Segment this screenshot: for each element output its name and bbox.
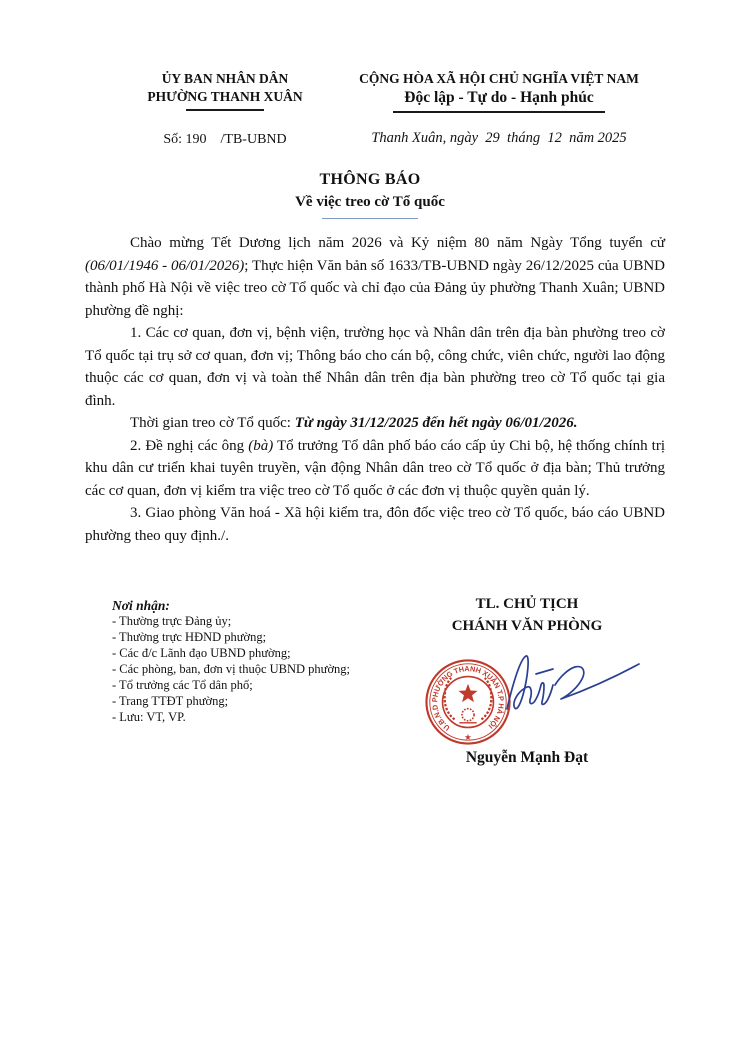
recipient-item: - Lưu: VT, VP. xyxy=(112,709,186,724)
recipient-item: - Các đ/c Lãnh đạo UBND phường; xyxy=(112,646,291,661)
paragraph-flag-period xyxy=(85,412,665,435)
flag-period-label: Thời gian treo cờ Tổ quốc: xyxy=(130,415,295,432)
paragraph-item-2 xyxy=(85,435,665,503)
signer-name: Nguyễn Mạnh Đạt xyxy=(465,749,589,767)
title-underline xyxy=(322,218,418,219)
signer-position: CHÁNH VĂN PHÒNG xyxy=(451,618,603,635)
recipients-block xyxy=(112,597,350,725)
seal-star-glyph: ★ xyxy=(464,732,472,743)
recipient-item: - Trang TTĐT phường; xyxy=(112,693,229,708)
national-motto: Độc lập - Tự do - Hạnh phúc xyxy=(404,89,594,106)
flag-period-dates: Từ ngày 31/12/2025 đến hết ngày 06/01/2026. xyxy=(294,415,578,432)
org-name-bottom: PHƯỜNG THANH XUÂN xyxy=(147,89,303,104)
seal-and-signature-area xyxy=(377,635,677,767)
paragraph-item-3: 3. Giao phòng Văn hoá - Xã hội kiểm tra, đôn đốc việc treo cờ Tổ quốc, báo cáo UBND phường theo quy định./. xyxy=(85,505,665,544)
recipient-item: - Thường trực HĐND phường; xyxy=(112,630,267,645)
recipient-item: - Thường trực Đảng ủy; xyxy=(112,614,232,629)
intro-text-2: ; Thực hiện Văn bản số 1633/TB-UBND ngày 26/12/2025 của UBND thành phố Hà Nội về việc treo cờ Tổ quốc và chỉ đạo của Đảng ủy phường Thanh Xuân; UBND phường đề nghị: xyxy=(85,257,666,319)
recipient-item: - Các phòng, ban, đơn vị thuộc UBND phường; xyxy=(112,662,351,677)
seal-circular-text: U.B.N.D PHƯỜNG THANH XUÂN T.P HÀ NỘI xyxy=(430,664,506,734)
document-number: Số: 190 /TB-UBND xyxy=(163,132,287,147)
document-subject-title: Về việc treo cờ Tổ quốc xyxy=(295,194,445,210)
intro-text-1: Chào mừng Tết Dương lịch năm 2026 và Kỷ niệm 80 năm Ngày Tổng tuyển cử xyxy=(130,235,665,252)
recipient-item: - Tổ trưởng các Tổ dân phố; xyxy=(112,678,253,693)
intro-date-range: (06/01/1946 - 06/01/2026) xyxy=(85,257,245,274)
national-emblem-icon xyxy=(443,677,494,728)
org-name-top: ỦY BAN NHÂN DÂN xyxy=(161,71,289,86)
signer-authority: TL. CHỦ TỊCH xyxy=(475,596,579,613)
paragraph-item-1: 1. Các cơ quan, đơn vị, bệnh viện, trường học và Nhân dân trên địa bàn phường treo cờ Tổ quốc tại trụ sở cơ quan, đơn vị; Thông báo cho cán bộ, công chức, viên chức, người lao động thuộc các cơ quan, đơn vị và toàn thể Nhân dân trên địa bàn phường treo cờ Tổ quốc tại gia đình. xyxy=(85,325,665,409)
document-title-block xyxy=(0,170,740,219)
national-title: CỘNG HÒA XÃ HỘI CHỦ NGHĨA VIỆT NAM xyxy=(359,71,639,86)
recipients-heading: Nơi nhận: xyxy=(112,598,170,614)
issuing-org-block xyxy=(85,70,365,148)
item2-ba: (bà) xyxy=(248,437,274,454)
place-date-line: Thanh Xuân, ngày 29 tháng 12 năm 2025 xyxy=(371,129,627,146)
document-footer xyxy=(0,593,740,833)
item2-text-2: Tổ trưởng Tổ dân phố báo cáo cấp ủy Chi bộ, hệ thống chính trị khu dân cư triển khai tuyên truyền, vận động Nhân dân treo cờ Tổ quốc ở địa bàn; Thủ trưởng các cơ quan, đơn vị kiểm tra việc treo cờ Tổ quốc ở các đơn vị thuộc quyền quản lý. xyxy=(85,437,665,499)
handwritten-signature xyxy=(493,643,643,723)
paragraph-intro xyxy=(85,232,665,322)
item2-text-1: 2. Đề nghị các ông xyxy=(130,437,249,454)
national-motto-block xyxy=(345,70,653,147)
document-body xyxy=(85,232,665,547)
motto-underline xyxy=(393,111,605,113)
document-type-title: THÔNG BÁO xyxy=(319,171,421,188)
signature-block xyxy=(377,593,677,767)
org-underline xyxy=(186,109,264,111)
